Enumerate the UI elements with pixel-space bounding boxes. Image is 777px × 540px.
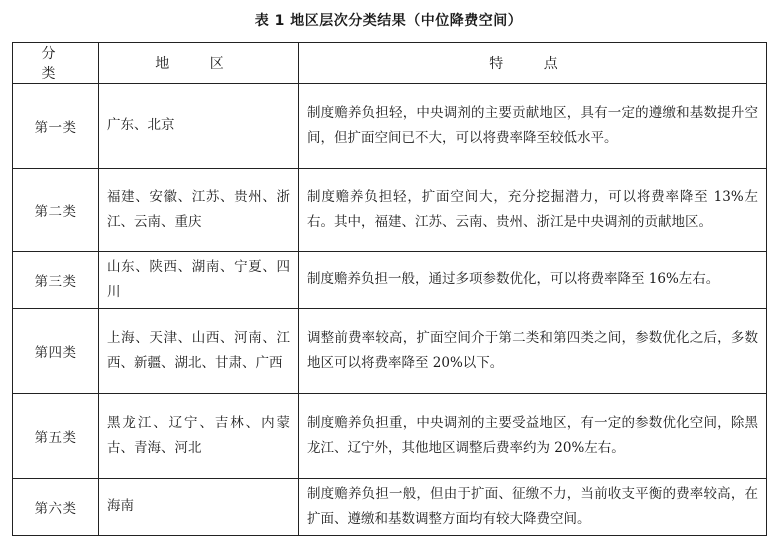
- region-cell: 上海、天津、山西、河南、江西、新疆、湖北、甘肃、广西: [99, 309, 299, 394]
- features-cell: 调整前费率较高，扩面空间介于第二类和第四类之间，参数优化之后，多数地区可以将费率降至 20%以下。: [299, 309, 767, 394]
- region-cell: 广东、北京: [99, 84, 299, 169]
- features-cell: 制度赡养负担一般，通过多项参数优化，可以将费率降至 16%左右。: [299, 252, 767, 309]
- table-header-row: [13, 43, 767, 84]
- region-cell: 海南: [99, 479, 299, 536]
- region-cell: 山东、陕西、湖南、宁夏、四川: [99, 252, 299, 309]
- features-cell: 制度赡养负担轻，扩面空间大，充分挖掘潜力，可以将费率降至 13%左右。其中，福建、江苏、云南、贵州、浙江是中央调剂的贡献地区。: [299, 169, 767, 252]
- region-cell: 黑龙江、辽宁、吉林、内蒙古、青海、河北: [99, 394, 299, 479]
- features-cell: 制度赡养负担轻，中央调剂的主要贡献地区，具有一定的遵缴和基数提升空间，但扩面空间已不大，可以将费率降至较低水平。: [299, 84, 767, 169]
- category-cell: 第二类: [13, 169, 99, 252]
- table-row: [13, 169, 767, 252]
- category-cell: 第五类: [13, 394, 99, 479]
- table-row: [13, 252, 767, 309]
- features-cell: 制度赡养负担重，中央调剂的主要受益地区，有一定的参数优化空间，除黑龙江、辽宁外，其他地区调整后费率约为 20%左右。: [299, 394, 767, 479]
- table-row: [13, 479, 767, 536]
- table-row: [13, 309, 767, 394]
- category-cell: 第六类: [13, 479, 99, 536]
- features-cell: 制度赡养负担一般，但由于扩面、征缴不力，当前收支平衡的费率较高，在扩面、遵缴和基数调整方面均有较大降费空间。: [299, 479, 767, 536]
- header-features: 特 点: [299, 43, 767, 84]
- category-cell: 第一类: [13, 84, 99, 169]
- table-caption: 表 1 地区层次分类结果（中位降费空间）: [254, 13, 523, 29]
- table-row: [13, 84, 767, 169]
- category-cell: 第四类: [13, 309, 99, 394]
- classification-table: [12, 42, 767, 536]
- region-cell: 福建、安徽、江苏、贵州、浙江、云南、重庆: [99, 169, 299, 252]
- header-category: 分 类: [13, 43, 99, 84]
- category-cell: 第三类: [13, 252, 99, 309]
- header-region: 地 区: [99, 43, 299, 84]
- table-row: [13, 394, 767, 479]
